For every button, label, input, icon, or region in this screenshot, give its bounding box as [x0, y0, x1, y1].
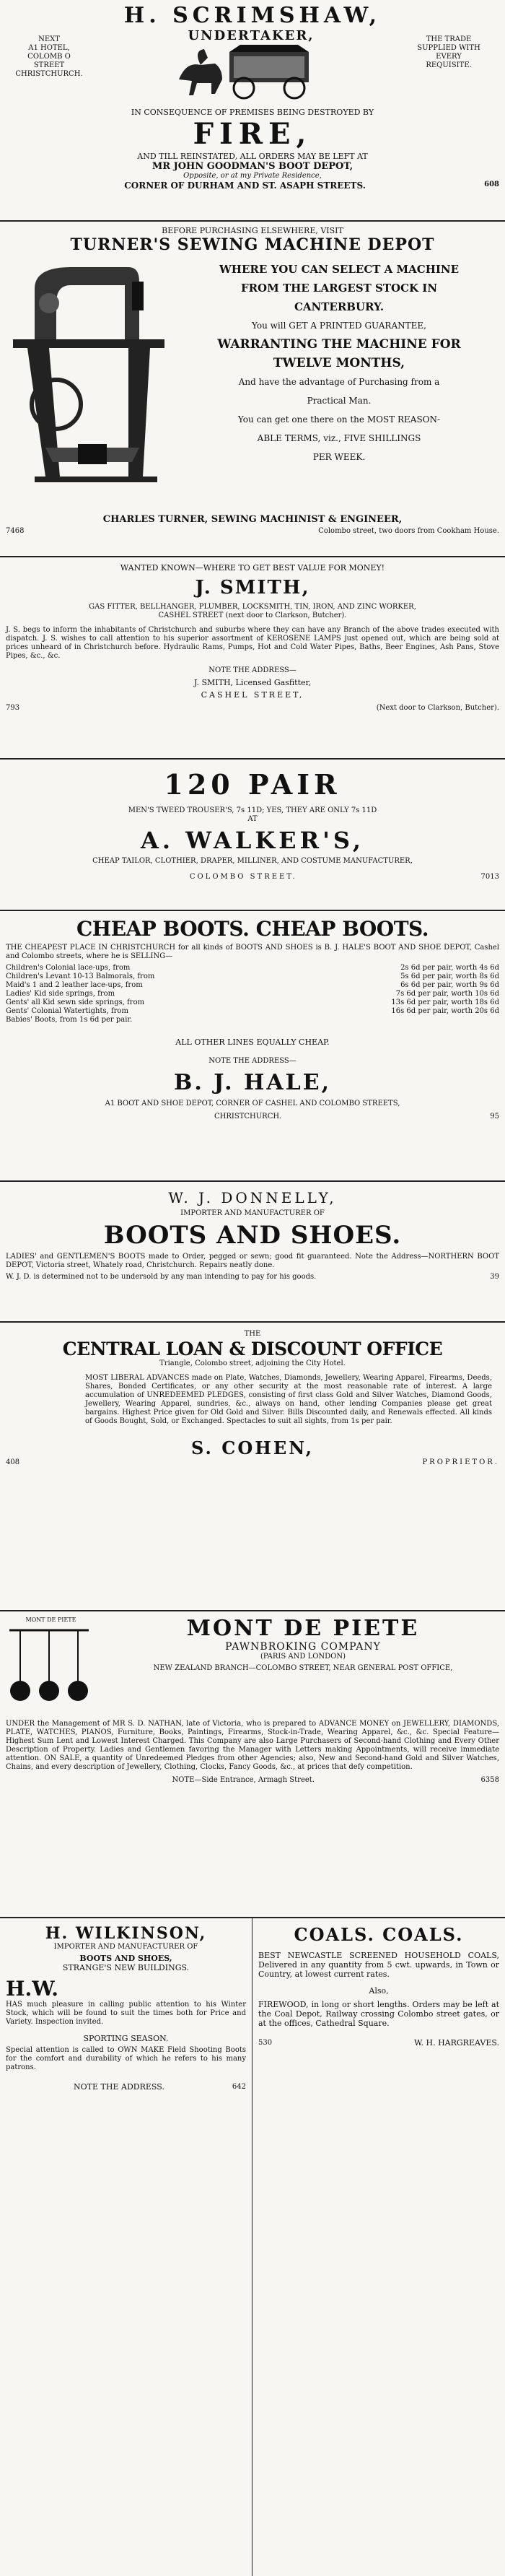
cohen-name: S. COHEN, [191, 1437, 314, 1458]
smith-street: CASHEL STREET (next door to Clarkson, Butcher). [158, 612, 347, 619]
smith-note: NOTE THE ADDRESS— [208, 666, 297, 674]
hale-depot: A1 BOOT AND SHOE DEPOT, CORNER OF CASHEL AND COLOMBO STREETS, [105, 1100, 400, 1108]
turner-line: Practical Man. [307, 396, 372, 406]
price-value: 7s 6d per pair, worth 10s 6d [395, 990, 499, 998]
piete-paris: (PARIS AND LONDON) [260, 1653, 346, 1661]
hale-price-row [6, 990, 499, 998]
scrimshaw-right-line: THE TRADE [426, 35, 472, 43]
turner-line: TWELVE MONTHS, [273, 356, 405, 370]
ad-smith [0, 556, 505, 758]
hale-babies: Babies' Boots, from 1s 6d per pair. [6, 1016, 133, 1024]
price-value: 6s 6d per pair, worth 9s 6d [400, 981, 499, 989]
donnelly-body: LADIES' and GENTLEMEN'S BOOTS made to Order, pegged or sewn; good fit guaranteed. Note the Address—NORTHERN BOOT DEPOT, Victoria street, Whately road, Christchurch. Repairs neatly done. [6, 1253, 499, 1269]
scrimshaw-opposite: Opposite, or at my Private Residence, [183, 172, 322, 180]
walker-line: MEN'S TWEED TROUSER'S, 7s 11D; YES, THEY ARE ONLY 7s 11D [128, 806, 377, 814]
price-item: Maid's 1 and 2 leather lace-ups, from [6, 981, 143, 989]
turner-address: Colombo street, two doors from Cookham House. [318, 527, 499, 535]
cohen-role: PROPRIETOR. [422, 1458, 499, 1466]
smith-ref: 793 [6, 704, 20, 712]
price-value: 16s 6d per pair, worth 20s 6d [391, 1007, 499, 1015]
coals-name: W. H. HARGREAVES. [414, 2038, 499, 2048]
turner-line: And have the advantage of Purchasing from a [238, 377, 440, 387]
coals-body2: FIREWOOD, in long or short lengths. Orders may be left at the Coal Depot, Railway crossing Colombo street gates, or at the offices, Cathedral Square. [258, 2000, 499, 2028]
price-value: 5s 6d per pair, worth 8s 6d [400, 972, 499, 980]
piete-branch: NEW ZEALAND BRANCH—COLOMBO STREET, NEAR GENERAL POST OFFICE, [153, 1664, 453, 1672]
scrimshaw-trade: UNDERTAKER, [188, 28, 315, 43]
donnelly-role: IMPORTER AND MANUFACTURER OF [180, 1209, 325, 1217]
scrimshaw-corner: CORNER OF DURHAM AND ST. ASAPH STREETS. [124, 180, 366, 191]
price-item: Children's Colonial lace-ups, from [6, 964, 131, 972]
hale-price-row [6, 1007, 499, 1016]
scrimshaw-right-line: REQUISITE. [426, 61, 472, 69]
donnelly-ref: 39 [490, 1273, 499, 1281]
smith-sign: J. SMITH, Licensed Gasfitter, [193, 678, 312, 687]
coals-ref: 530 [258, 2039, 273, 2047]
price-item: Gents' Colonial Watertights, from [6, 1007, 128, 1015]
turner-ref: 7468 [6, 527, 25, 535]
scrimshaw-notice: IN CONSEQUENCE OF PREMISES BEING DESTROYED BY [131, 108, 374, 117]
wilkinson-note: NOTE THE ADDRESS. [74, 2082, 164, 2092]
piete-sign: MONT DE PIETE [25, 1616, 76, 1623]
price-item: Gents' all Kid sewn side springs, from [6, 998, 145, 1006]
piete-body: UNDER the Management of MR S. D. NATHAN, late of Victoria, who is prepared to ADVANCE MONEY on JEWELLERY, DIAMONDS, PLATE, WATCHES, PIANOS, Furniture, Books, Paintings, Firearms, Stock-in-Trade, Wearing Apparel, &c., &c. Special Feature—Highest Sum Lent and Lowest Interest Charged. This Company are also Large Purchasers of Second-hand Clothing and Every Other Description of Property. Ladies and Gentlemen favoring the Manager with Letters making Appointments, will receive immediate attention. ON SALE, a quantity of Unredeemed Pledges from other Agencies; also, New and Second-hand Gold and Silver Watches, Chains, and every description of Jewellery, Clothing, Clocks, Fancy Goods, &c., at prices that defy competition. [6, 1720, 499, 1771]
wilkinson-ref: 642 [232, 2083, 246, 2091]
hale-city: CHRISTCHURCH. [214, 1113, 282, 1121]
hale-ref: 95 [490, 1113, 499, 1121]
ad-wilkinson [0, 1918, 252, 2576]
cohen-ref: 408 [6, 1458, 20, 1466]
hale-name: B. J. HALE, [173, 1070, 332, 1095]
turner-line: You can get one there on the MOST REASON- [237, 414, 441, 425]
wilkinson-name: H. WILKINSON, [45, 1924, 207, 1943]
walker-desc: CHEAP TAILOR, CLOTHIER, DRAPER, MILLINER, AND COSTUME MANUFACTURER, [92, 857, 413, 865]
hearse-illustration [172, 43, 330, 101]
scrimshaw-left-line: NEXT [38, 35, 60, 43]
donnelly-line2: W. J. D. is determined not to be undersold by any man intending to pay for his goods. [6, 1273, 317, 1281]
turner-intro: BEFORE PURCHASING ELSEWHERE, VISIT [162, 226, 343, 235]
cohen-the: THE [244, 1330, 261, 1338]
piete-ref: 6358 [480, 1776, 499, 1784]
turner-line: CANTERBURY. [294, 300, 385, 313]
ad-cohen [0, 1321, 505, 1610]
ad-mont-de-piete [0, 1610, 505, 1917]
scrimshaw-left-block [13, 35, 85, 79]
wilkinson-season: SPORTING SEASON. [83, 2034, 169, 2043]
price-value: 2s 6d per pair, worth 4s 6d [400, 964, 499, 972]
wilkinson-initials: H.W. [6, 1977, 59, 2001]
walker-title: 120 PAIR [164, 768, 341, 801]
hale-note: NOTE THE ADDRESS— [208, 1057, 297, 1065]
wilkinson-body2: Special attention is called to OWN MAKE Field Shooting Boots for the comfort and durability of which he refers to his many patrons. [6, 2046, 246, 2071]
smith-name: J. SMITH, [195, 577, 310, 599]
turner-line: PER WEEK. [312, 452, 366, 462]
hale-price-row [6, 964, 499, 972]
scrimshaw-right-block [405, 35, 492, 70]
scrimshaw-name: H. SCRIMSHAW, [123, 3, 382, 28]
piete-company: PAWNBROKING COMPANY [225, 1641, 381, 1653]
scrimshaw-left-line: A1 HOTEL, [28, 44, 70, 52]
ad-coals [252, 1918, 505, 2576]
ad-scrimshaw [0, 0, 505, 220]
scrimshaw-right-line: SUPPLIED WITH [417, 44, 480, 52]
smith-trades: GAS FITTER, BELLHANGER, PLUMBER, LOCKSMITH, TIN, IRON, AND ZINC WORKER, [89, 603, 416, 611]
smith-sign-next: (Next door to Clarkson, Butcher). [376, 704, 499, 712]
scrimshaw-left-line: CHRISTCHURCH. [15, 70, 83, 78]
wilkinson-body: HAS much pleasure in calling public attention to his Winter Stock, which will be found to suit the times both for Price and Variety. Inspection invited. [6, 2001, 246, 2026]
hale-price-row [6, 972, 499, 981]
cohen-title: CENTRAL LOAN & DISCOUNT OFFICE [62, 1339, 443, 1359]
ad-bottom-row [0, 1917, 505, 2576]
piete-title: MONT DE PIETE [186, 1616, 420, 1641]
walker-name: A. WALKER'S, [140, 827, 365, 854]
ad-hale [0, 910, 505, 1180]
hale-title: CHEAP BOOTS. CHEAP BOOTS. [76, 917, 429, 941]
turner-line: WARRANTING THE MACHINE FOR [217, 337, 461, 352]
walker-street: COLOMBO STREET. [189, 873, 297, 881]
donnelly-title: BOOTS AND SHOES. [103, 1221, 402, 1250]
coals-body: BEST NEWCASTLE SCREENED HOUSEHOLD COALS, Delivered in any quantity from 5 cwt. upwards, in Town or Country, at lowest current rates. [258, 1951, 499, 1979]
smith-sign-street: CASHEL STREET, [201, 690, 304, 700]
scrimshaw-orders: AND TILL REINSTATED, ALL ORDERS MAY BE LEFT AT [137, 152, 368, 161]
ad-donnelly [0, 1180, 505, 1321]
coals-also: Also, [369, 1986, 389, 1996]
scrimshaw-depot: MR JOHN GOODMAN'S BOOT DEPOT, [152, 161, 354, 172]
hale-price-row [6, 998, 499, 1007]
piete-note: NOTE—Side Entrance, Armagh Street. [172, 1776, 315, 1784]
price-item: Ladies' Kid side springs, from [6, 990, 115, 998]
coals-title: COALS. COALS. [294, 1924, 464, 1945]
smith-body: J. S. begs to inform the inhabitants of Christchurch and suburbs where they can have any Branch of the above trades executed with dispatch. J. S. wishes to call attention to his superior assortment of KEROSENE LAMPS just opened out, which are being sold at prices unheard of in Christchurch before. Hydraulic Rams, Pumps, Hot and Cold Water Pipes, Baths, Beer Engines, Ash Pans, Stove Pipes, &c., &c. [6, 626, 499, 660]
wilkinson-role: IMPORTER AND MANUFACTURER OF [53, 1943, 198, 1951]
turner-line: You will GET A PRINTED GUARANTEE, [252, 321, 426, 331]
turner-title: TURNER'S SEWING MACHINE DEPOT [70, 235, 435, 254]
scrimshaw-left-line: COLOMB O STREET [27, 53, 71, 69]
turner-footer: CHARLES TURNER, SEWING MACHINIST & ENGINEER, [102, 514, 403, 525]
wilkinson-building: STRANGE'S NEW BUILDINGS. [62, 1963, 190, 1972]
donnelly-name: W. J. DONNELLY, [168, 1189, 337, 1206]
hale-cheap: ALL OTHER LINES EQUALLY CHEAP. [175, 1037, 330, 1047]
turner-line: ABLE TERMS, viz., FIVE SHILLINGS [257, 433, 421, 443]
pawnbroker-balls-icon [6, 1624, 92, 1711]
walker-ref: 7013 [480, 873, 499, 881]
hale-intro: THE CHEAPEST PLACE IN CHRISTCHURCH for all kinds of BOOTS AND SHOES is B. J. HALE'S BOOT AND SHOE DEPOT, Cashel and Colombo streets, where he is SELLING— [6, 944, 499, 960]
smith-wanted: WANTED KNOWN—WHERE TO GET BEST VALUE FOR MONEY! [120, 563, 385, 573]
wilkinson-goods: BOOTS AND SHOES, [79, 1954, 172, 1963]
cohen-body: MOST LIBERAL ADVANCES made on Plate, Watches, Diamonds, Jewellery, Wearing Apparel, Firearms, Deeds, Shares, Bonded Certificates, or any other security at the most reasonable rate of interest. A large accumulation of UNREDEEMED PLEDGES, consisting of first class Gold and Silver Watches, Diamond Goods, Jewellery, Wearing Apparel, sundries, &c., always on hand, other lending Companies please get great bargains. Highest Price given for Old Gold and Silver. Bills Discounted daily, and Renewals effected. All kinds of Goods Bought, Sold, or Exchanged. Spectacles to suit all sights, from 1s per pair. [85, 1374, 492, 1425]
scrimshaw-fire: FIRE, [193, 117, 312, 151]
ad-turner [0, 220, 505, 556]
ad-walker [0, 758, 505, 910]
hale-price-row [6, 981, 499, 990]
sewing-machine-illustration [6, 260, 172, 505]
price-value: 13s 6d per pair, worth 18s 6d [391, 998, 499, 1006]
cohen-address: Triangle, Colombo street, adjoining the City Hotel. [159, 1359, 346, 1367]
walker-at: AT [247, 815, 258, 823]
turner-line: FROM THE LARGEST STOCK IN [240, 282, 438, 295]
price-item: Children's Levant 10-13 Balmorals, from [6, 972, 155, 980]
scrimshaw-right-line: EVERY [436, 53, 462, 61]
turner-line: WHERE YOU CAN SELECT A MACHINE [219, 263, 460, 276]
scrimshaw-ref: 608 [484, 180, 499, 188]
